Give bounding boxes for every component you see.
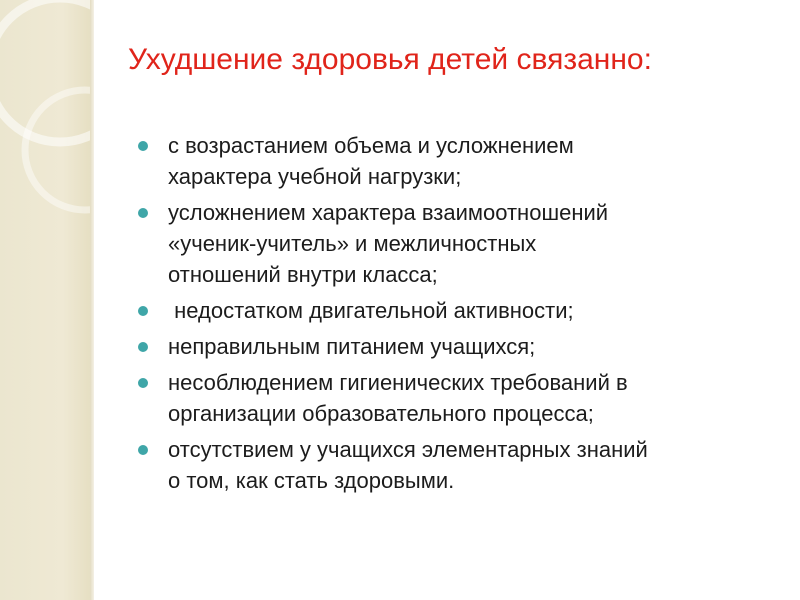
bullet-line: организации образовательного процесса; [168, 401, 594, 426]
bullet-item [138, 295, 778, 326]
ring-decoration [0, 0, 90, 600]
bullet-dot-icon [138, 342, 148, 352]
bullet-line: с возрастанием объема и усложнением [168, 133, 574, 158]
bullet-item [138, 331, 778, 362]
bullet-dot-icon [138, 378, 148, 388]
bullet-item [138, 367, 778, 429]
side-panel-decoration [0, 0, 90, 600]
bullet-item [138, 434, 778, 496]
side-panel-edge [90, 0, 94, 600]
bullet-dot-icon [138, 208, 148, 218]
bullet-line: усложнением характера взаимоотношений [168, 200, 609, 225]
bullet-line: характера учебной нагрузки; [168, 164, 462, 189]
bullet-line: несоблюдением гигиенических требований в [168, 370, 628, 395]
bullet-line: о том, как стать здоровыми. [168, 468, 455, 493]
slide-title: Ухудшение здоровья детей связанно: [128, 43, 652, 76]
bullet-dot-icon [138, 141, 148, 151]
bullet-item [138, 130, 778, 192]
bullet-dot-icon [138, 445, 148, 455]
bullet-list [138, 130, 778, 501]
bullet-dot-icon [138, 306, 148, 316]
bullet-line: отношений внутри класса; [168, 262, 438, 287]
bullet-line: отсутствием у учащихся элементарных знаний [168, 437, 648, 462]
bullet-line: недостатком двигательной активности; [168, 298, 574, 323]
bullet-item [138, 197, 778, 290]
bullet-line: неправильным питанием учащихся; [168, 334, 536, 359]
bullet-line: «ученик-учитель» и межличностных [168, 231, 537, 256]
